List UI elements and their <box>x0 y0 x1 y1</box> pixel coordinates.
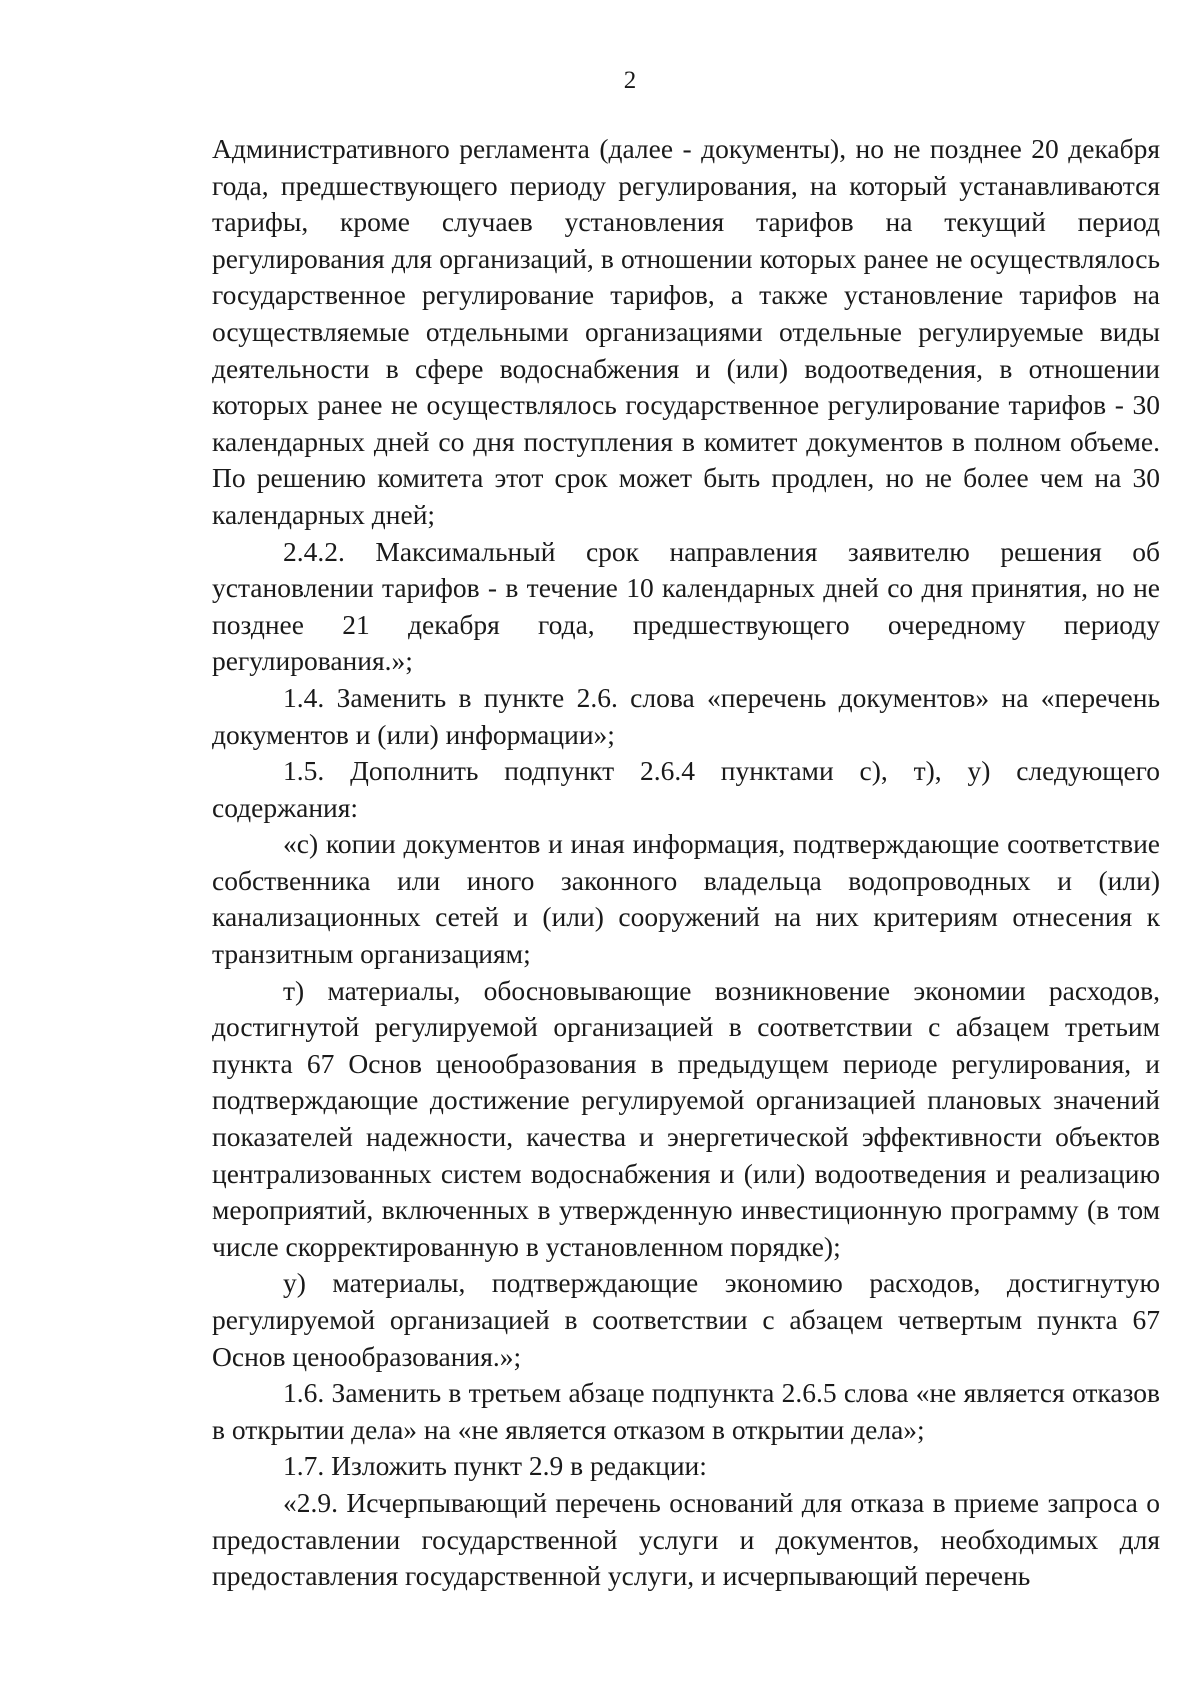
paragraph-1-7: 1.7. Изложить пункт 2.9 в редакции: <box>283 1450 707 1482</box>
paragraph-continuation: Административного регламента (далее - документы), но не позднее 20 декабря года, предшествующего периоду регулирования, на который устанавливаются тарифы, кроме случаев установления тарифов на текущий период регулирования для организаций, в отношении которых ранее не осуществлялось государственное регулирование тарифов, а также установление тарифов на осуществляемые отдельными организациями отдельные регулируемые виды деятельности в сфере водоснабжения и (или) водоотведения, в отношении которых ранее не осуществлялось государственное регулирование тарифов - 30 календарных дней со дня поступления в комитет документов в полном объеме. По решению комитета этот срок может быть продлен, но не более чем на 30 календарных дней; <box>212 133 1160 530</box>
paragraph-item-t: т) материалы, обосновывающие возникновение экономии расходов, достигнутой регулируемой организацией в соответствии с абзацем третьим пункта 67 Основ ценообразования в предыдущем периоде регулирования, и подтверждающие достижение регулируемой организацией плановых значений показателей надежности, качества и энергетической эффективности объектов централизованных систем водоснабжения и (или) водоотведения и реализацию мероприятий, включенных в утвержденную инвестиционную программу (в том числе скорректированную в установленном порядке); <box>212 974 1160 1262</box>
paragraph-1-4: 1.4. Заменить в пункте 2.6. слова «перечень документов» на «перечень документов и (или) информации»; <box>212 681 1160 750</box>
paragraph-item-s: «с) копии документов и иная информация, подтверждающие соответствие собственника или иного законного владельца водопроводных и (или) канализационных сетей и (или) сооружений на них критериям отнесения к транзитным организациям; <box>212 828 1160 970</box>
paragraph-1-5: 1.5. Дополнить подпункт 2.6.4 пунктами с), т), у) следующего содержания: <box>212 755 1160 823</box>
page-number: 2 <box>623 67 637 94</box>
paragraph-2-4-2: 2.4.2. Максимальный срок направления заявителю решения об установлении тарифов - в течение 10 календарных дней со дня принятия, но не позднее 21 декабря года, предшествующего очередному периоду регулирования.»; <box>212 535 1160 677</box>
document-body <box>212 131 1160 1595</box>
paragraph-2-9: «2.9. Исчерпывающий перечень оснований для отказа в приеме запроса о предоставлении государственной услуги и документов, необходимых для предоставления государственной услуги, и исчерпывающий перечень <box>212 1486 1160 1592</box>
paragraph-item-u: у) материалы, подтверждающие экономию расходов, достигнутую регулируемой организацией в соответствии с абзацем четвертым пункта 67 Основ ценообразования.»; <box>212 1267 1160 1372</box>
paragraph-1-6: 1.6. Заменить в третьем абзаце подпункта 2.6.5 слова «не является отказов в открытии дела» на «не является отказом в открытии дела»; <box>212 1377 1160 1445</box>
